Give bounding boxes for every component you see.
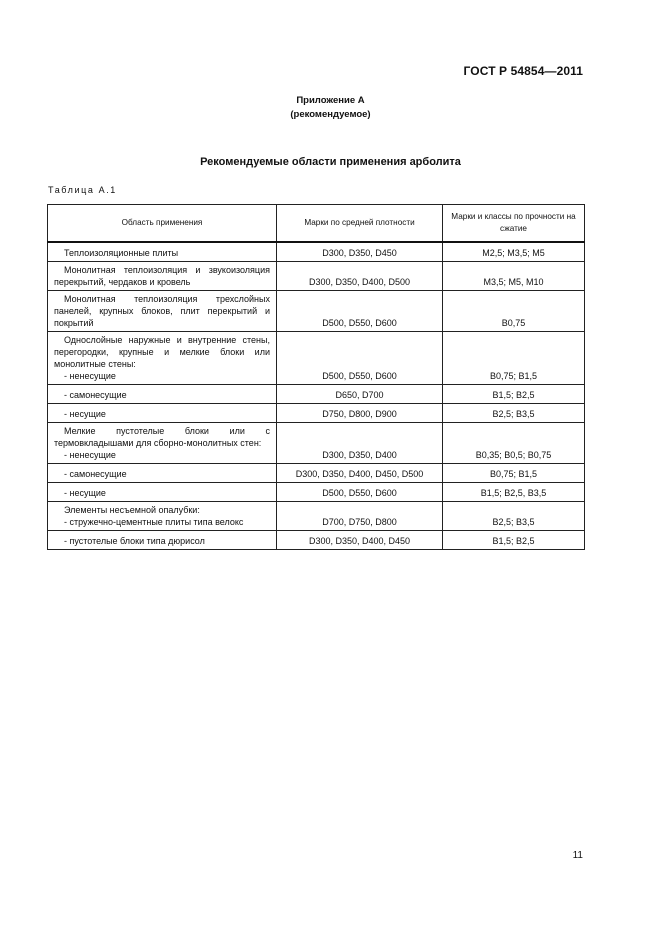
cell-strength: M2,5; M3,5; M5 <box>443 242 585 262</box>
page-title: Рекомендуемые области применения арболита <box>200 156 461 168</box>
cell-area: - несущие <box>48 483 277 502</box>
table-row <box>48 502 585 531</box>
cell-area: Теплоизоляционные плиты <box>48 242 277 262</box>
subrow-label: - ненесущие <box>64 371 116 381</box>
document-code: ГОСТ Р 54854—2011 <box>463 64 583 78</box>
cell-density: D300, D350, D400, D450, D500 <box>277 464 443 483</box>
cell-density: D300, D350, D400 <box>277 423 443 464</box>
cell-strength: B0,75; B1,5 <box>443 464 585 483</box>
group-title: Однослойные наружные и внутренние стены, перегородки, крупные и мелкие блоки или монолитные стены: <box>54 335 270 369</box>
cell-strength: B1,5; B2,5, B3,5 <box>443 483 585 502</box>
cell-strength: B1,5; B2,5 <box>443 531 585 550</box>
header-strength: Марки и классы по прочности на сжатие <box>443 205 585 243</box>
header-area: Область применения <box>48 205 277 243</box>
subrow-label: - ненесущие <box>64 450 116 460</box>
cell-density: D700, D750, D800 <box>277 502 443 531</box>
cell-area: - несущие <box>48 404 277 423</box>
application-table <box>47 204 585 550</box>
cell-strength: B2,5; B3,5 <box>443 502 585 531</box>
group-title: Мелкие пустотелые блоки или с термовкладышами для сборно-монолитных стен: <box>54 426 270 448</box>
table-row <box>48 262 585 291</box>
cell-area-group <box>48 502 277 531</box>
cell-strength: B1,5; B2,5 <box>443 385 585 404</box>
cell-strength: B0,75; B1,5 <box>443 332 585 385</box>
appendix-subtitle: (рекомендуемое) <box>290 109 371 120</box>
cell-density: D300, D350, D400, D500 <box>277 262 443 291</box>
cell-strength: B2,5; B3,5 <box>443 404 585 423</box>
cell-area-group <box>48 332 277 385</box>
page-number: 11 <box>572 850 583 861</box>
cell-strength: M3,5; M5, M10 <box>443 262 585 291</box>
cell-area: - самонесущие <box>48 385 277 404</box>
cell-density: D500, D550, D600 <box>277 483 443 502</box>
cell-area: - пустотелые блоки типа дюрисол <box>48 531 277 550</box>
cell-area: Монолитная теплоизоляция и звукоизоляция перекрытий, чердаков и кровель <box>48 262 277 291</box>
cell-density: D300, D350, D450 <box>277 242 443 262</box>
cell-density: D750, D800, D900 <box>277 404 443 423</box>
cell-density: D650, D700 <box>277 385 443 404</box>
cell-density: D500, D550, D600 <box>277 291 443 332</box>
table-header-row <box>48 205 585 243</box>
header-density: Марки по средней плотности <box>277 205 443 243</box>
cell-area: - самонесущие <box>48 464 277 483</box>
table-row <box>48 291 585 332</box>
table-row <box>48 423 585 464</box>
subrow-label: - стружечно-цементные плиты типа велокс <box>64 517 244 527</box>
table-row <box>48 404 585 423</box>
table-row <box>48 464 585 483</box>
table-row <box>48 385 585 404</box>
cell-strength: B0,75 <box>443 291 585 332</box>
table-row <box>48 483 585 502</box>
table-row <box>48 242 585 262</box>
appendix-title: Приложение А <box>296 95 365 106</box>
group-title: Элементы несъемной опалубки: <box>64 505 200 515</box>
cell-area-group <box>48 423 277 464</box>
table-row <box>48 531 585 550</box>
table-row <box>48 332 585 385</box>
cell-density: D500, D550, D600 <box>277 332 443 385</box>
cell-strength: B0,35; B0,5; B0,75 <box>443 423 585 464</box>
cell-density: D300, D350, D400, D450 <box>277 531 443 550</box>
cell-area: Монолитная теплоизоляция трехслойных панелей, крупных блоков, плит перекрытий и покрытий <box>48 291 277 332</box>
table-caption: Таблица А.1 <box>48 185 117 195</box>
appendix-heading <box>0 94 661 122</box>
